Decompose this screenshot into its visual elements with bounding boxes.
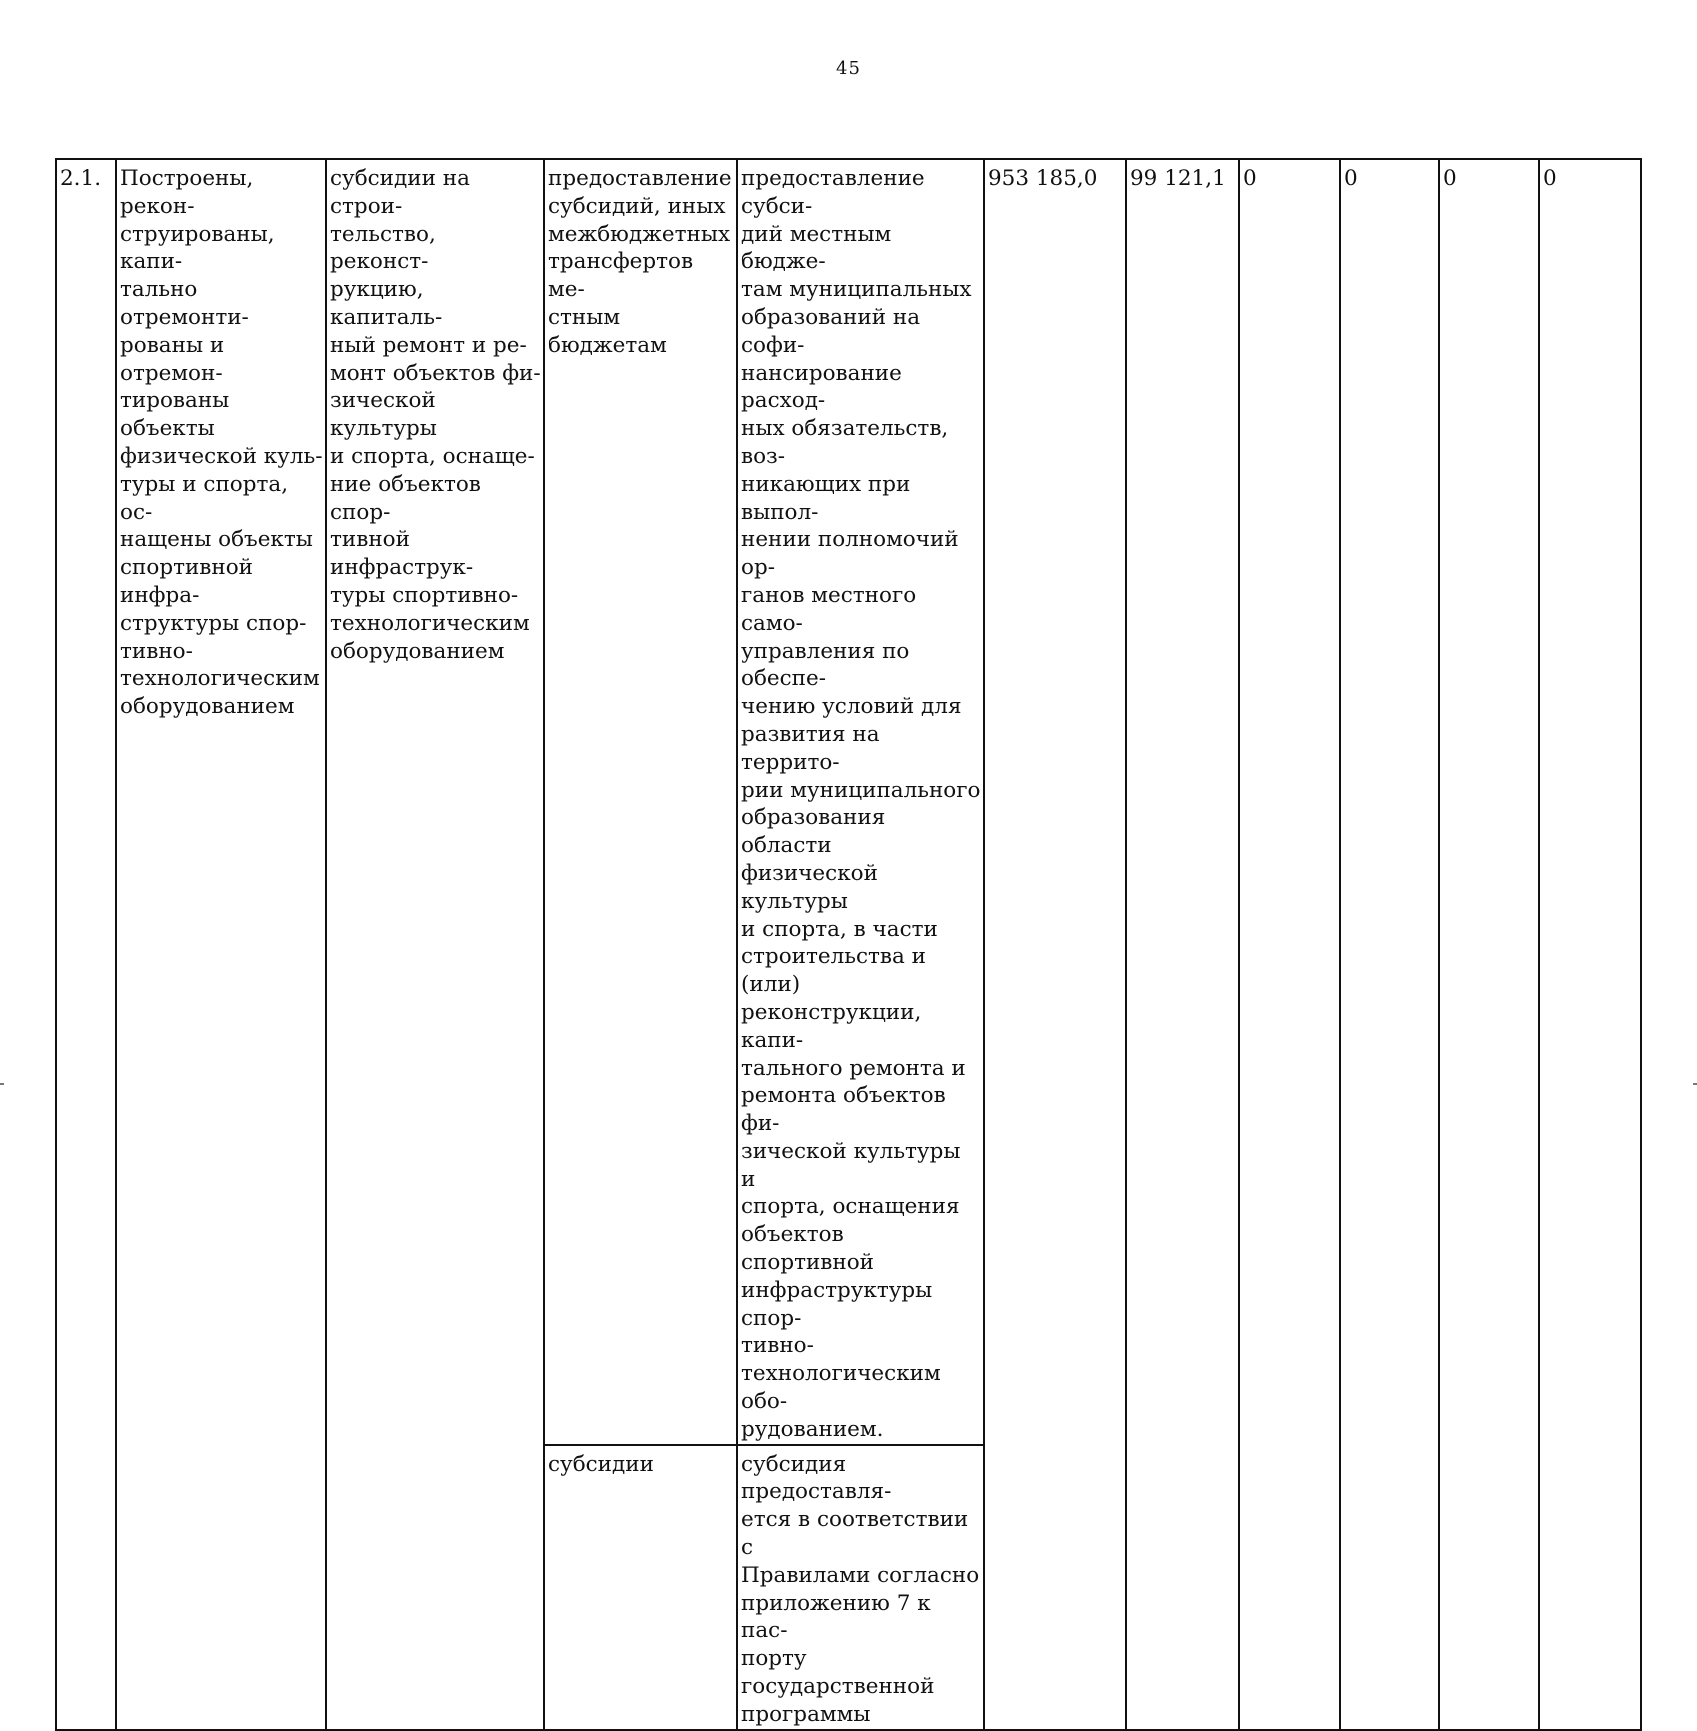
value-cell-1 [984, 159, 1126, 1730]
value-5: 0 [1443, 166, 1457, 191]
program-activities-table [55, 158, 1642, 1731]
scan-edge-mark-right [1693, 1083, 1697, 1085]
instrument-text-1: предоставление субсидий, иных межбюджетных трансфертов ме- стным бюджетам [548, 166, 732, 358]
table-row [56, 159, 1641, 1445]
page-number: 45 [836, 58, 861, 79]
description-text-2: субсидия предоставля- ется в соответствии с Правилами согласно приложению 7 к пас- порту государственной программы [741, 1451, 980, 1727]
description-cell-1 [737, 159, 984, 1445]
instrument-cell-2 [544, 1445, 737, 1730]
value-2: 99 121,1 [1130, 166, 1226, 191]
activity-text: субсидии на строи- тельство, реконст- рукцию, капиталь- ный ремонт и ре- монт объектов фи- зической культуры и спорта, оснаще- ние объектов спор- тивной инфраструк- туры спортивно- технологическим оборудованием [330, 166, 541, 664]
value-cell-2 [1126, 159, 1239, 1730]
value-1: 953 185,0 [988, 166, 1098, 191]
description-text-1: предоставление субси- дий местным бюдже- там муниципальных образований на софи- нансирование расход- ных обязательств, воз- никающих при выпол- нении полномочий ор- ганов местного само- управления по обеспе- чению условий для развития на террито- рии муниципального образования области физической культуры и спорта, в части строительства и (или) реконструкции, капи- тального ремонта и ремонта объектов фи- зической культуры и спорта, оснащения объектов спортивной инфраструктуры спор- тивно- технологическим обо- рудованием. [741, 166, 981, 1442]
description-cell-2 [737, 1445, 984, 1730]
row-number-cell [56, 159, 116, 1730]
scan-edge-mark-left [0, 1083, 4, 1085]
instrument-cell-1 [544, 159, 737, 1445]
value-cell-5 [1439, 159, 1539, 1730]
activity-cell [326, 159, 544, 1730]
value-3: 0 [1243, 166, 1257, 191]
result-cell [116, 159, 326, 1730]
value-6: 0 [1543, 166, 1557, 191]
value-cell-4 [1340, 159, 1439, 1730]
expected-result-text: Построены, рекон- струированы, капи- тально отремонти- рованы и отремон- тированы объекты физической куль- туры и спорта, ос- нащены объекты спортивной инфра- структуры спор- тивно- технологическим оборудованием [120, 166, 323, 720]
value-4: 0 [1344, 166, 1358, 191]
value-cell-6 [1539, 159, 1641, 1730]
row-number: 2.1. [60, 166, 102, 191]
instrument-text-2: субсидии [548, 1451, 654, 1477]
value-cell-3 [1239, 159, 1340, 1730]
